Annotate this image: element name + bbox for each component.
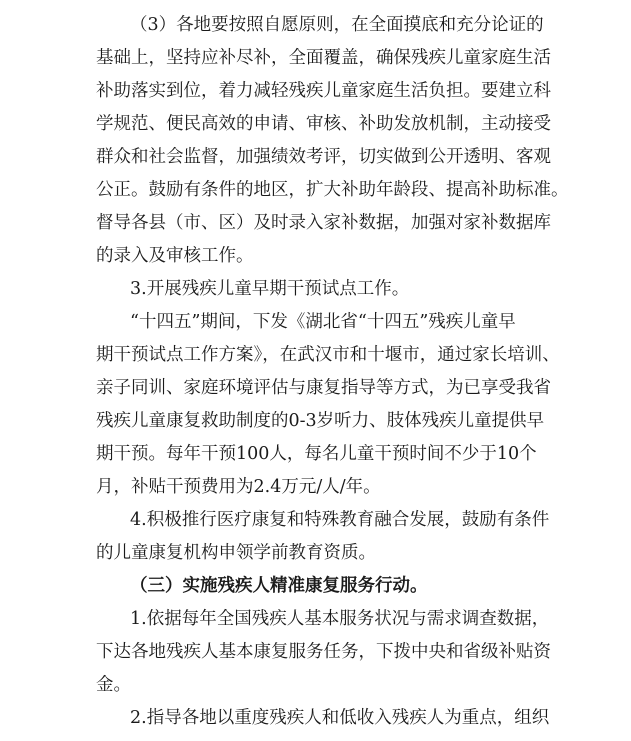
paragraph-line: 月，补贴干预费用为2.4万元/人/年。 <box>96 477 381 497</box>
paragraph-line: 基础上，坚持应补尽补，全面覆盖，确保残疾儿童家庭生活 <box>96 48 551 68</box>
paragraph-line: 金。 <box>96 675 131 695</box>
paragraph-line: 亲子同训、家庭环境评估与康复指导等方式，为已享受我省 <box>96 378 551 398</box>
paragraph-line: 补助落实到位，着力减轻残疾儿童家庭生活负担。要建立科 <box>96 81 551 101</box>
paragraph-line: 学规范、便民高效的申请、审核、补助发放机制，主动接受 <box>96 114 551 134</box>
paragraph-line: 公正。鼓励有条件的地区，扩大补助年龄段、提高补助标准。 <box>96 180 569 200</box>
paragraph-line: 残疾儿童康复救助制度的0-3岁听力、肢体残疾儿童提供早 <box>96 411 545 431</box>
paragraph-line: 4.积极推行医疗康复和特殊教育融合发展，鼓励有条件 <box>130 510 550 530</box>
paragraph-line: 的儿童康复机构申领学前教育资质。 <box>96 543 376 563</box>
paragraph-line: 的录入及审核工作。 <box>96 246 254 266</box>
paragraph-line: 1.依据每年全国残疾人基本服务状况与需求调查数据， <box>130 609 550 629</box>
paragraph-line: 期干预。每年干预100人，每名儿童干预时间不少于10个 <box>96 444 537 464</box>
section-heading: （三）实施残疾人精准康复服务行动。 <box>130 576 428 596</box>
paragraph-line: （3）各地要按照自愿原则，在全面摸底和充分论证的 <box>130 15 544 35</box>
paragraph-line: 期干预试点工作方案》，在武汉市和十堰市，通过家长培训、 <box>96 345 560 365</box>
paragraph-line: 下达各地残疾人基本康复服务任务，下拨中央和省级补贴资 <box>96 642 551 662</box>
paragraph-line: “十四五”期间，下发《湖北省“十四五”残疾儿童早 <box>130 312 516 332</box>
paragraph-line: 3.开展残疾儿童早期干预试点工作。 <box>130 279 410 299</box>
paragraph-line: 群众和社会监督，加强绩效考评，切实做到公开透明、客观 <box>96 147 551 167</box>
paragraph-line: 督导各县（市、区）及时录入家补数据，加强对家补数据库 <box>96 213 551 233</box>
paragraph-line: 2.指导各地以重度残疾人和低收入残疾人为重点，组织 <box>130 708 550 728</box>
